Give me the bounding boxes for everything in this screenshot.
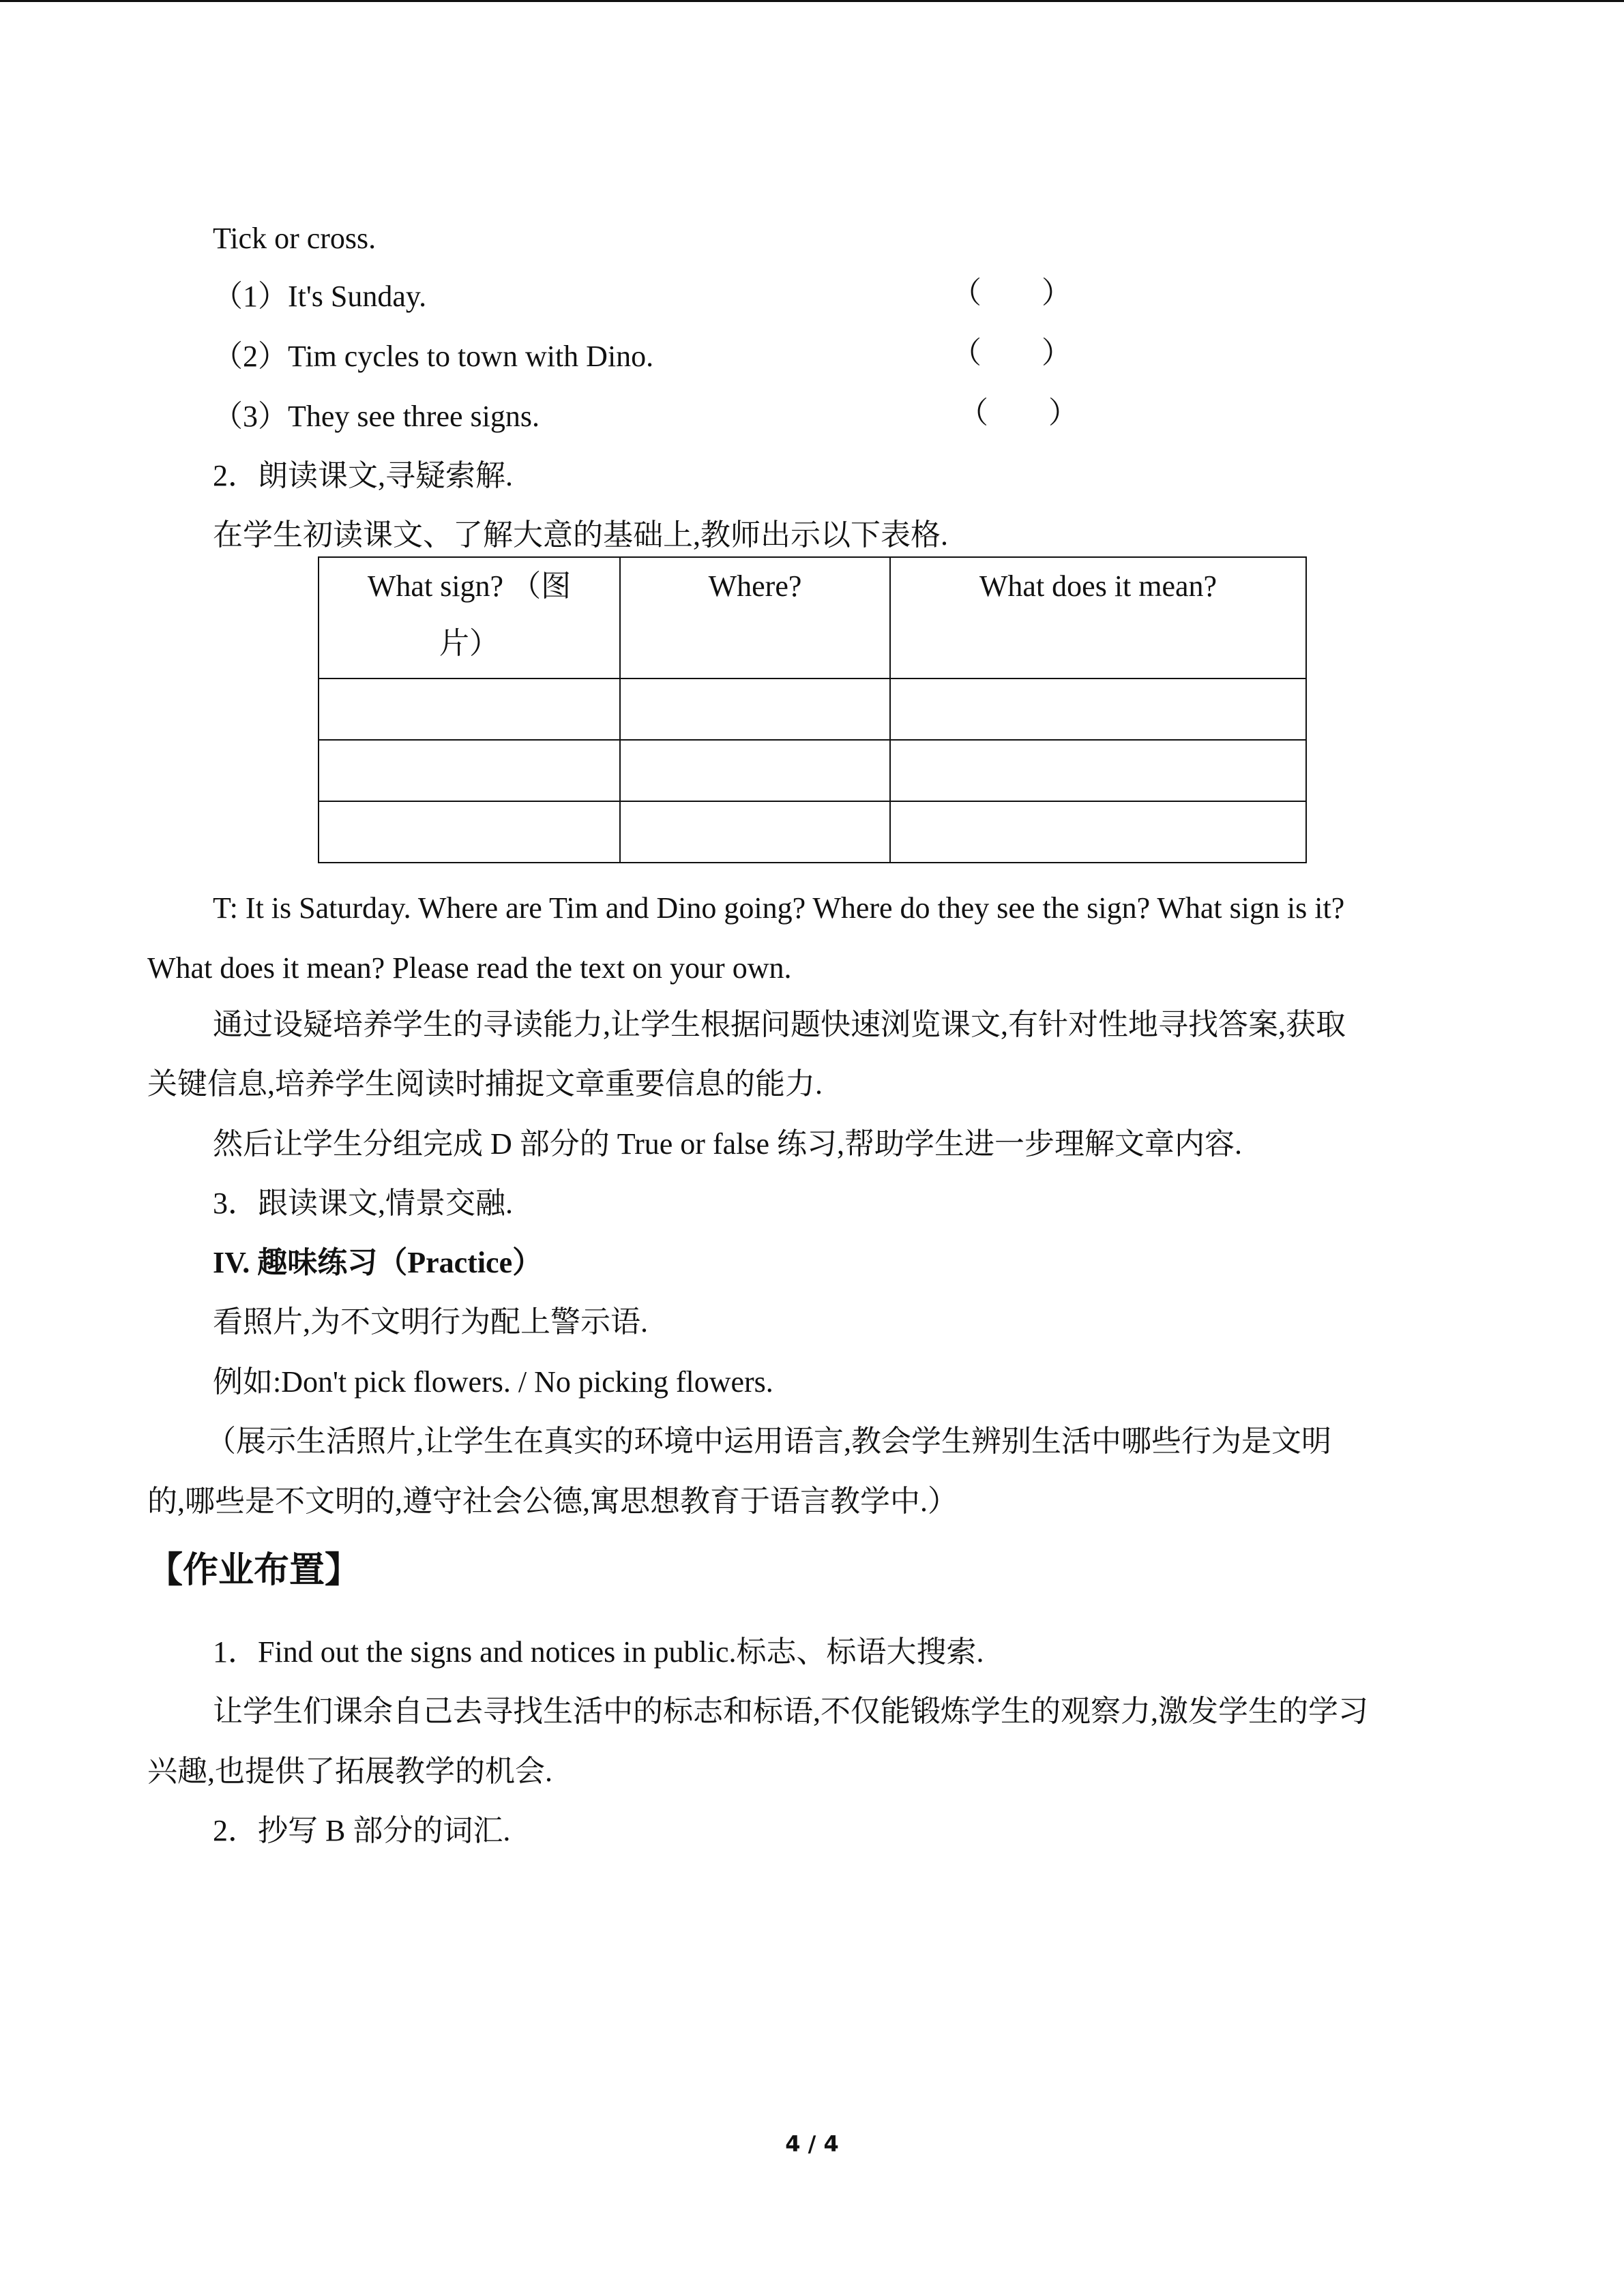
table-header-sign: What sign? （图片） [319,557,620,679]
table-cell[interactable] [319,740,620,801]
step2-title: 2．朗读课文,寻疑索解. [213,459,513,492]
para1-line-1: 通过设疑培养学生的寻读能力,让学生根据问题快速浏览课文,有针对性地寻找答案,获取 [213,1008,1346,1041]
homework-heading: 【作业布置】 [147,1550,361,1591]
step2-intro: 在学生初读课文、了解大意的基础上,教师出示以下表格. [213,518,948,552]
practice-line-2: 例如:Don't pick flowers. / No picking flowers. [213,1365,773,1399]
teacher-question-line-1: T: It is Saturday. Where are Tim and Dino going? Where do they see the sign? What sign is it? [213,891,1345,925]
homework-desc-line-2: 兴趣,也提供了拓展教学的机会. [147,1755,552,1788]
tick-item-3: （3）They see three signs. [213,400,540,433]
page-number: 4 / 4 [785,2131,839,2157]
tick-item-2: （2）Tim cycles to town with Dino. [213,340,654,373]
homework-desc-line-1: 让学生们课余自己去寻找生活中的标志和标语,不仅能锻炼学生的观察力,激发学生的学习 [213,1695,1368,1728]
para1-line-2: 关键信息,培养学生阅读时捕捉文章重要信息的能力. [147,1067,823,1101]
table-cell[interactable] [319,801,620,863]
tick-item-1: （1）It's Sunday. [213,280,427,313]
teacher-question-line-2: What does it mean? Please read the text on your own. [147,951,792,985]
table-row [319,679,1306,740]
table-row [319,801,1306,863]
table-cell[interactable] [319,679,620,740]
practice-line-3: （展示生活照片,让学生在真实的环境中运用语言,教会学生辨别生活中哪些行为是文明 [206,1425,1331,1458]
tick-answer-box-3[interactable]: （ ） [958,396,1078,430]
homework-item-2: 2．抄写 B 部分的词汇. [213,1814,511,1847]
table-cell[interactable] [890,801,1306,863]
table-header-row [319,557,1306,679]
table-row [319,740,1306,801]
table-cell[interactable] [620,740,890,801]
table-cell[interactable] [890,740,1306,801]
homework-item-1: 1．Find out the signs and notices in public.标志、标语大搜索. [213,1635,984,1669]
tick-instruction: Tick or cross. [213,222,377,255]
table-cell[interactable] [620,679,890,740]
table-header-where: Where? [620,557,890,679]
para2: 然后让学生分组完成 D 部分的 True or false 练习,帮助学生进一步理解文章内容. [213,1127,1242,1161]
step3: 3．跟读课文,情景交融. [213,1187,513,1220]
page-top-border [0,0,1624,2]
table-cell[interactable] [620,801,890,863]
tick-answer-box-2[interactable]: （ ） [951,336,1072,370]
table-header-meaning: What does it mean? [890,557,1306,679]
practice-line-4: 的,哪些是不文明的,遵守社会公德,寓思想教育于语言教学中.） [147,1485,958,1518]
tick-answer-box-1[interactable]: （ ） [951,276,1072,310]
practice-heading: IV. 趣味练习（Practice） [213,1246,543,1279]
practice-line-1: 看照片,为不文明行为配上警示语. [213,1305,648,1339]
sign-table [318,556,1307,863]
table-cell[interactable] [890,679,1306,740]
